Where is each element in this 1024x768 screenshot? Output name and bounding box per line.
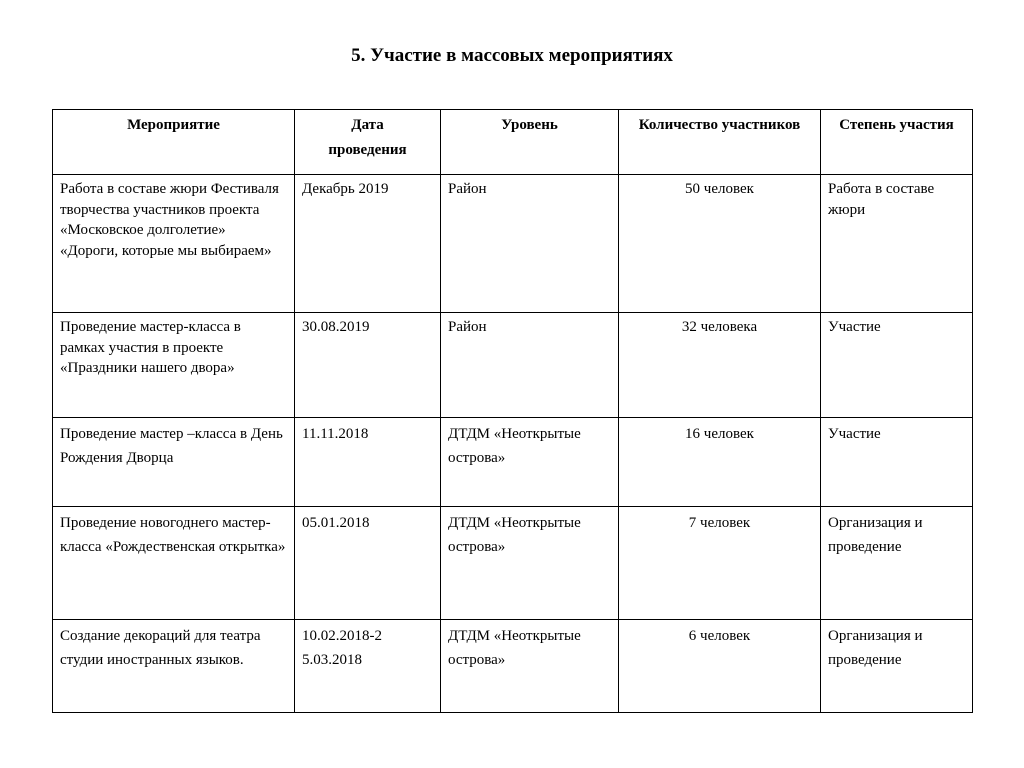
column-header-date-label: Дата проведения	[328, 117, 407, 158]
column-header-level: Уровень	[441, 110, 619, 175]
participants-cell: 32 человека	[619, 313, 821, 418]
participants-cell: 16 человек	[619, 418, 821, 507]
role-cell: Организация и проведение	[821, 620, 973, 713]
role-cell: Участие	[821, 418, 973, 507]
table-row	[53, 620, 973, 713]
column-header-role: Степень участия	[821, 110, 973, 175]
participants-cell: 6 человек	[619, 620, 821, 713]
date-cell: 11.11.2018	[295, 418, 441, 507]
date-cell: 30.08.2019	[295, 313, 441, 418]
table-row	[53, 175, 973, 313]
role-cell: Работа в составе жюри	[821, 175, 973, 313]
role-cell: Участие	[821, 313, 973, 418]
date-range-text: 10.02.2018-25.03.2018	[302, 628, 382, 668]
event-cell: Проведение новогоднего мастер-класса «Рождественская открытка»	[53, 507, 295, 620]
event-cell: Проведение мастер –класса в День Рождения Дворца	[53, 418, 295, 507]
column-header-event: Мероприятие	[53, 110, 295, 175]
participants-cell: 7 человек	[619, 507, 821, 620]
date-cell: 05.01.2018	[295, 507, 441, 620]
table-row	[53, 313, 973, 418]
level-cell: ДТДМ «Неоткрытые острова»	[441, 507, 619, 620]
role-cell: Организация и проведение	[821, 507, 973, 620]
level-cell: ДТДМ «Неоткрытые острова»	[441, 620, 619, 713]
level-cell: Район	[441, 313, 619, 418]
table-row	[53, 418, 973, 507]
event-cell: Проведение мастер-класса в рамках участия в проекте «Праздники нашего двора»	[53, 313, 295, 418]
event-cell: Создание декораций для театра студии иностранных языков.	[53, 620, 295, 713]
date-cell: Декабрь 2019	[295, 175, 441, 313]
table-row	[53, 507, 973, 620]
column-header-participants: Количество участников	[619, 110, 821, 175]
level-cell: Район	[441, 175, 619, 313]
column-header-date	[295, 110, 441, 175]
level-cell: ДТДМ «Неоткрытые острова»	[441, 418, 619, 507]
participants-cell: 50 человек	[619, 175, 821, 313]
page-title: 5. Участие в массовых мероприятиях	[351, 45, 673, 66]
event-cell: Работа в составе жюри Фестиваля творчества участников проекта «Московское долголетие» «Дороги, которые мы выбираем»	[53, 175, 295, 313]
table-header-row	[53, 110, 973, 175]
date-cell	[295, 620, 441, 713]
events-table	[52, 109, 973, 713]
